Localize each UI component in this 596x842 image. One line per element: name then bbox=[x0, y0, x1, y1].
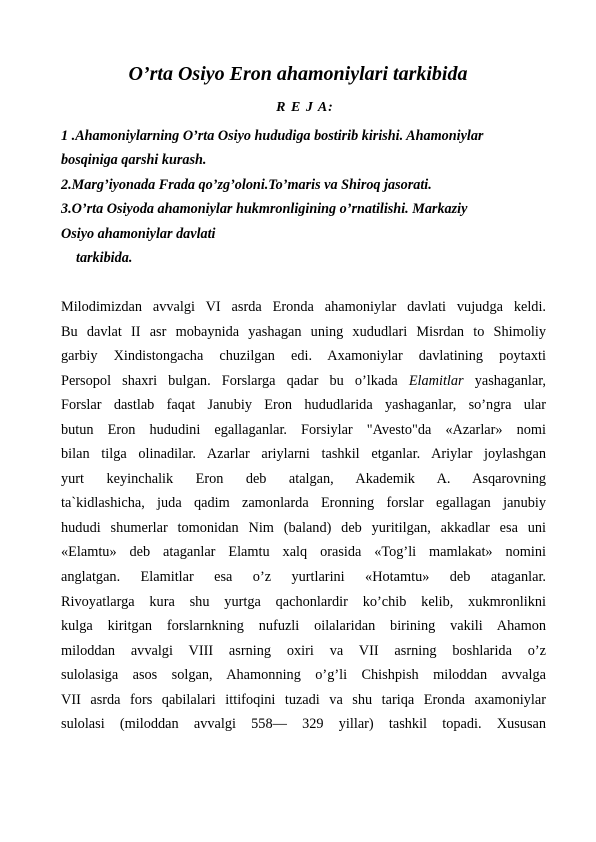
line-segment: Persopol shaxri bulgan. Forslarga qadar bu o’lkada bbox=[61, 372, 409, 389]
plan-line: tarkibida. bbox=[76, 250, 133, 267]
paragraph-line: yurt keyinchalik Eron deb atalgan, Akademik A. Asqarovning bbox=[61, 470, 546, 487]
paragraph-line: «Elamtu» deb ataganlar Elamtu xalq orasida «Tog’li mamlakat» nomini bbox=[61, 544, 546, 561]
body-paragraph bbox=[61, 295, 546, 737]
paragraph-line: VII asrda fors qabilalari ittifoqini tuzadi va shu tariqa Eronda axamoniylar bbox=[61, 691, 546, 708]
paragraph-line: Milodimizdan avvalgi VI asrda Eronda ahamoniylar davlati vujudga keldi. bbox=[61, 299, 546, 315]
paragraph-line: kulga kiritgan forslarnkning nufuzli oilalaridan birining vakili Ahamon bbox=[61, 618, 546, 635]
plan-line: Osiyo ahamoniylar davlati bbox=[61, 225, 216, 242]
paragraph-line bbox=[61, 369, 546, 394]
plan-line: bosqiniga qarshi kurash. bbox=[61, 152, 207, 169]
paragraph-line: anglatgan. Elamitlar esa o’z yurtlarini «Hotamtu» deb ataganlar. bbox=[61, 569, 546, 586]
plan-line: 3.O’rta Osiyoda ahamoniylar hukmronligining o’rnatilishi. Markaziy bbox=[61, 201, 468, 218]
paragraph-line: hududi shumerlar tomonidan Nim (baland) deb yuritilgan, akkadlar esa uni bbox=[61, 519, 546, 536]
paragraph-line: miloddan avvalgi VIII asrning oxiri va VII asrning boshlarida o’z bbox=[61, 642, 546, 659]
paragraph-line: garbiy Xindistongacha chuzilgan edi. Axamoniylar davlatining poytaxti bbox=[61, 348, 546, 365]
plan-line: 2.Marg’iyonada Frada qo’zg’oloni.To’maris va Shiroq jasorati. bbox=[61, 176, 432, 193]
paragraph-line: ta`kidlashicha, juda qadim zamonlarda Eronning forslar egallagan janubiy bbox=[61, 495, 546, 512]
emphasized-term: Elamitlar bbox=[408, 372, 464, 389]
paragraph-line: Rivoyatlarga kura shu yurtga qachonlardir ko’chib kelib, xukmronlikni bbox=[61, 593, 546, 610]
paragraph-line: sulolasi (miloddan avvalgi 558— 329 yillar) tashkil topadi. Xususan bbox=[61, 716, 546, 733]
plan-line: 1 .Ahamoniylarning O’rta Osiyo hududiga bostirib kirishi. Ahamoniylar bbox=[61, 128, 484, 144]
paragraph-line: Bu davlat II asr mobaynida yashagan uning xududlari Misrdan to Shimoliy bbox=[61, 323, 546, 340]
plan-list bbox=[61, 124, 551, 270]
page-title: O’rta Osiyo Eron ahamoniylari tarkibida bbox=[128, 63, 468, 85]
paragraph-line: sulolasiga asos solgan, Ahamonning o’g’li Chishpish miloddan avvalga bbox=[61, 667, 546, 684]
paragraph-line: Forslar dastlab faqat Janubiy Eron hududlarida yashaganlar, so’ngra ular bbox=[61, 397, 546, 414]
line-segment: yashaganlar, bbox=[463, 372, 546, 389]
paragraph-line: butun Eron hududini egallaganlar. Forsiylar "Avesto"da «Azarlar» nomi bbox=[61, 421, 546, 438]
plan-heading: R E J A: bbox=[276, 100, 334, 115]
paragraph-line: bilan tilga olinadilar. Azarlar ariylarni tashkil etganlar. Ariylar joylashgan bbox=[61, 446, 546, 463]
